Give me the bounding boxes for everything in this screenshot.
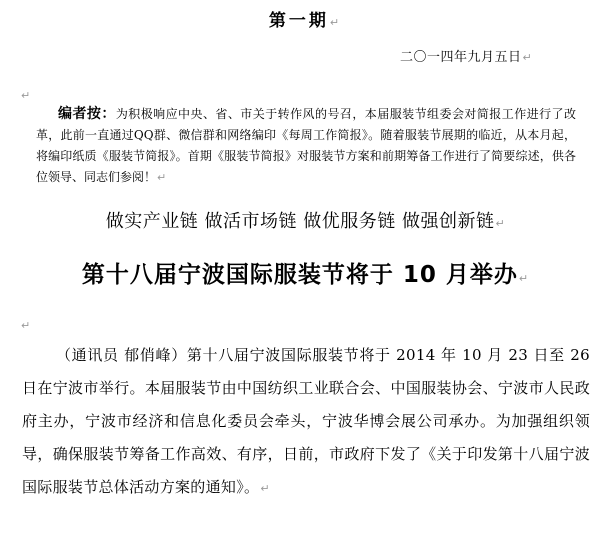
paragraph-mark-icon: ↵	[329, 16, 343, 29]
editor-note-label: 编者按：	[58, 106, 116, 122]
article-body	[22, 339, 590, 505]
empty-paragraph	[20, 84, 30, 103]
slogan	[0, 207, 611, 233]
paragraph-mark-icon: ↵	[522, 51, 533, 64]
issue-date	[400, 46, 532, 65]
slogan-text: 做实产业链 做活市场链 做优服务链 做强创新链	[105, 211, 495, 232]
editor-note-text: 为积极响应中央、省、市关于转作风的号召，本届服装节组委会对简报工作进行了改革，此前一直通过QQ群、微信群和网络编印《每周工作简报》。随着服装节展期的临近，从本月起，将编印纸质《服装节简报》。首期《服装节简报》对服装节方案和前期筹备工作进行了简要综述，供各位领导、同志们参阅！	[36, 107, 577, 184]
issue-date-text: 二〇一四年九月五日	[400, 50, 522, 65]
empty-paragraph	[20, 314, 30, 333]
paragraph-mark-icon: ↵	[260, 482, 270, 495]
paragraph-mark-icon: ↵	[21, 89, 31, 102]
paragraph-mark-icon: ↵	[518, 272, 530, 285]
issue-title	[0, 6, 611, 31]
headline-text: 第十八届宁波国际服装节将于 10 月举办	[81, 262, 518, 288]
paragraph-mark-icon: ↵	[21, 319, 31, 332]
paragraph-mark-icon: ↵	[495, 217, 506, 230]
issue-title-text: 第一期	[268, 11, 329, 31]
article-body-text: （通讯员 郁俏峰）第十八届宁波国际服装节将于 2014 年 10 月 23 日至 26 日在宁波市举行。本届服装节由中国纺织工业联合会、中国服装协会、宁波市人民政府主办，宁波市经济和信息化委员会牵头，宁波华博会展公司承办。为加强组织领导，确保服装节筹备工作高效、有序，日前，市政府下发了《关于印发第十八届宁波国际服装节总体活动方案的通知》。	[22, 346, 590, 496]
headline	[0, 256, 611, 289]
paragraph-mark-icon: ↵	[157, 171, 167, 184]
editor-note	[36, 104, 576, 188]
